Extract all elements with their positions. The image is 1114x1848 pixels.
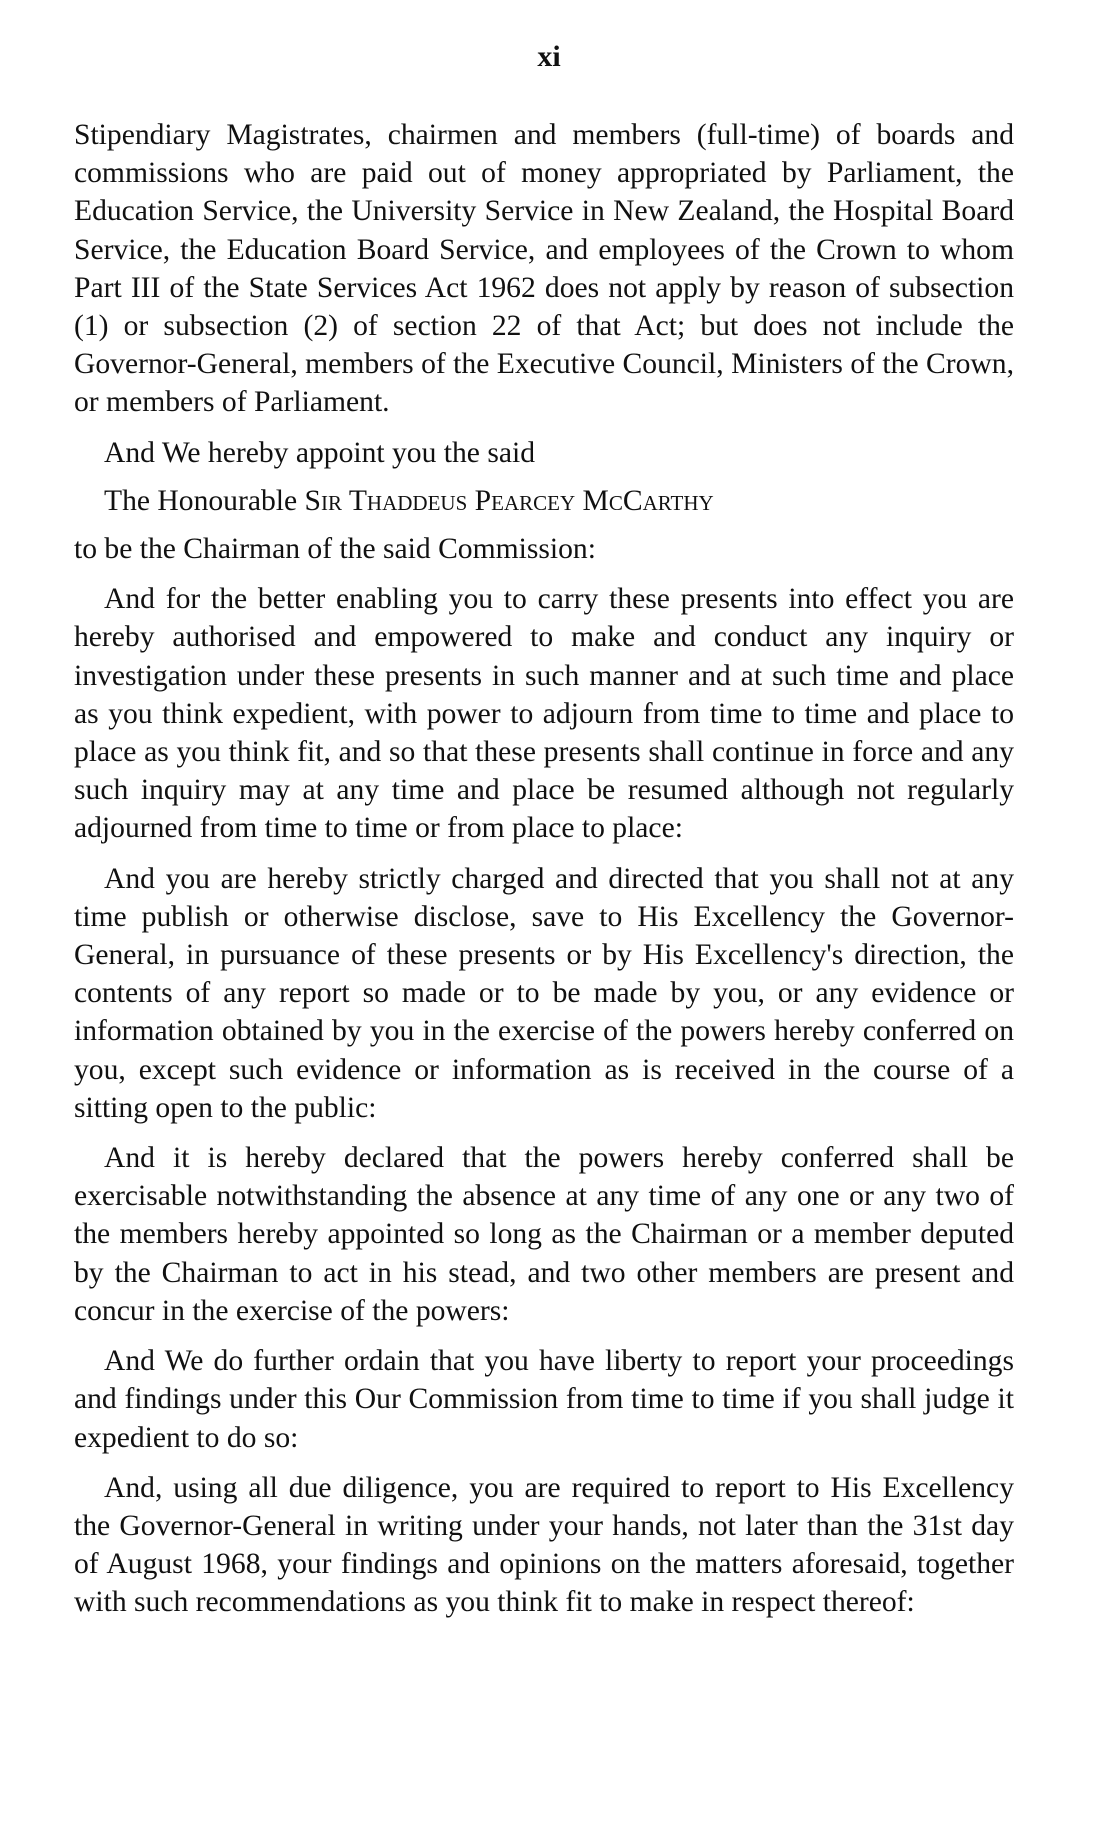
appointee-prefix: The Honourable (104, 484, 298, 517)
paragraph-chairman: to be the Chairman of the said Commission: (74, 533, 596, 566)
paragraph-quorum: And it is hereby declared that the powers hereby conferred shall be exercisable notwithstanding the absence at any time of any one or any two of the members hereby appointed so long as the Chairman or a member deputed by the Chairman to act in his stead, and two other members are present and concur in the exercise of the powers: (74, 1142, 1014, 1327)
document-page (74, 40, 1014, 1634)
appointee-name: Sir Thaddeus Pearcey McCarthy (304, 484, 714, 517)
paragraph-confidentiality: And you are hereby strictly charged and directed that you shall not at any time publish or otherwise disclose, save to His Excellency the Governor-General, in pursuance of these presents or by His Excellency's direction, the contents of any report so made or to be made by you, or any evidence or information obtained by you in the exercise of the powers hereby conferred on you, except such evidence or information as is received in the course of a sitting open to the public: (74, 862, 1014, 1124)
appointee-line (74, 482, 1014, 520)
page-number: xi (537, 40, 561, 73)
paragraph-interim-reports: And We do further ordain that you have liberty to report your proceedings and findings under this Our Commission from time to time if you shall judge it expedient to do so: (74, 1345, 1014, 1454)
paragraph-definition-continued: Stipendiary Magistrates, chairmen and members (full-time) of boards and commissions who are paid out of money appropriated by Parliament, the Education Service, the University Service in New Zealand, the Hospital Board Service, the Education Board Service, and employees of the Crown to whom Part III of the State Services Act 1962 does not apply by reason of subsection (1) or subsection (2) of section 22 of that Act; but does not include the Governor-General, members of the Executive Council, Ministers of the Crown, or members of Parliament. (74, 119, 1014, 419)
paragraph-appointment-intro: And We hereby appoint you the said (104, 436, 536, 469)
paragraph-powers-inquiry: And for the better enabling you to carry these presents into effect you are hereby authorised and empowered to make and conduct any inquiry or investigation under these presents in such manner and at such time and place as you think expedient, with power to adjourn from time to time and place to place as you think fit, and so that these presents shall continue in force and any such inquiry may at any time and place be resumed although not regularly adjourned from time to time or from place to place: (74, 583, 1014, 845)
paragraph-final-report: And, using all due diligence, you are required to report to His Excellency the Governor-General in writing under your hands, not later than the 31st day of August 1968, your findings and opinions on the matters aforesaid, together with such recommendations as you think fit to make in respect thereof: (74, 1471, 1014, 1619)
